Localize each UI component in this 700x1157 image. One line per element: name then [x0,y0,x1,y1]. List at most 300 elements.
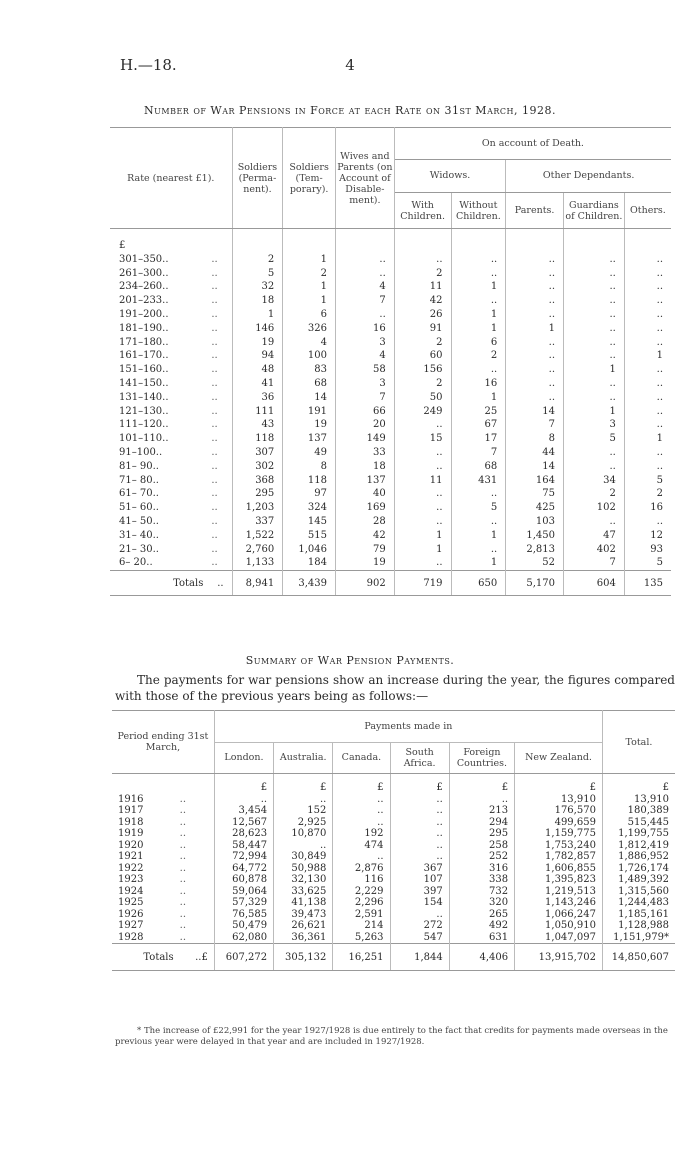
parents-cell: 8 [506,432,564,446]
pension-rate-row [110,363,671,377]
foreign-countries-cell: 338 [449,874,514,886]
new-zealand-cell: 1,606,855 [515,863,603,875]
leader-dots: .. [180,897,215,909]
soldiers-permanent-cell: 32 [232,280,283,294]
total-soldiers-temporary: 3,439 [283,571,336,596]
total-cell: 1,151,979* [613,931,669,943]
with-children-cell: 60 [394,349,451,363]
leader-dots: .. [180,932,215,944]
wives-parents-cell: 3 [335,377,394,391]
parents-cell: 1,450 [506,529,564,543]
rate-cell: 131–140.. [119,391,169,403]
new-zealand-cell: 1,047,097 [515,932,603,944]
total-cell: 1,185,161 [618,908,669,920]
guardians-cell: .. [564,460,625,474]
others-cell: 5 [656,474,663,486]
australia-cell: .. [274,794,333,806]
others-cell: 1 [656,350,663,362]
parents-cell: 14 [506,460,564,474]
soldiers-temporary-cell: 8 [283,460,336,474]
london-cell: 3,454 [214,805,273,817]
south-africa-cell: .. [390,840,449,852]
soldiers-temporary-cell: 19 [283,418,336,432]
soldiers-permanent-cell: 307 [232,446,283,460]
header-south-africa: South Africa. [390,742,449,774]
others-cell: .. [656,322,663,334]
australia-cell: 41,138 [274,897,333,909]
wives-parents-cell: 19 [335,556,394,570]
rate-cell: 141–150.. [119,377,169,389]
australia-cell: 30,849 [274,851,333,863]
payment-year-row [112,874,675,886]
leader-dots: .. [180,828,215,840]
parents-cell: .. [506,294,564,308]
payment-year-row [112,863,675,875]
total-parents: 5,170 [506,571,564,596]
header-new-zealand: New Zealand. [515,742,603,774]
others-cell: .. [656,460,663,472]
guardians-cell: 5 [564,432,625,446]
others-cell: .. [656,336,663,348]
with-children-cell: .. [394,556,451,570]
payments-totals-row [112,944,675,971]
unit-label: £ [662,782,669,793]
canada-cell: .. [333,817,390,829]
pension-rate-row [110,391,671,405]
pension-rate-row [110,267,671,281]
london-cell: 76,585 [214,909,273,921]
header-canada: Canada. [333,742,390,774]
australia-cell: 152 [274,805,333,817]
soldiers-permanent-cell: 18 [232,294,283,308]
soldiers-permanent-cell: 302 [232,460,283,474]
total-with-children: 719 [394,571,451,596]
header-with-children: With Children. [394,193,451,229]
south-africa-cell: .. [390,851,449,863]
header-widows: Widows. [394,159,505,193]
with-children-cell: 2 [394,377,451,391]
without-children-cell: 25 [451,405,506,419]
without-children-cell: 1 [451,322,506,336]
others-cell: .. [656,419,663,431]
canada-cell: 5,263 [333,932,390,944]
with-children-cell: 1 [394,543,451,557]
wives-parents-cell: 18 [335,460,394,474]
header-soldiers-temporary: Soldiers (Tem-porary). [283,128,336,229]
wives-parents-cell: 3 [335,336,394,350]
leader-dots: .. [180,886,215,898]
with-children-cell: 50 [394,391,451,405]
payment-year-row [112,840,675,852]
soldiers-temporary-cell: 1 [283,294,336,308]
rate-cell: 121–130.. [119,405,169,417]
without-children-cell: .. [451,294,506,308]
soldiers-temporary-cell: 49 [283,446,336,460]
year-cell: 1919 [118,828,144,839]
pension-rate-row [110,432,671,446]
parents-cell: .. [506,280,564,294]
guardians-cell: 7 [564,556,625,570]
soldiers-permanent-cell: 146 [232,322,283,336]
london-cell: 28,623 [214,828,273,840]
leader-dots: .. [180,909,215,921]
australia-cell: 26,621 [274,920,333,932]
total-cell: 1,199,755 [618,828,669,839]
header-soldiers-permanent: Soldiers (Perma-nent). [232,128,283,229]
london-cell: 62,080 [214,932,273,944]
australia-cell: 10,870 [274,828,333,840]
soldiers-permanent-cell: 43 [232,418,283,432]
new-zealand-cell: 1,753,240 [515,840,603,852]
without-children-cell: 16 [451,377,506,391]
total-cell: 1,128,988 [618,920,669,931]
without-children-cell: 1 [451,280,506,294]
others-cell: 2 [656,488,663,500]
leader-dots: .. [211,322,232,336]
australia-cell: 50,988 [274,863,333,875]
australia-cell: 2,925 [274,817,333,829]
total-south-africa: 1,844 [390,944,449,971]
payment-year-row [112,897,675,909]
pension-rate-row [110,253,671,267]
parents-cell: 103 [506,515,564,529]
rate-cell: 91–100.. [119,446,163,458]
others-cell: 93 [650,543,663,555]
parents-cell: 164 [506,474,564,488]
without-children-cell: 6 [451,336,506,350]
payment-year-row [112,805,675,817]
rate-cell: 111–120.. [119,419,169,431]
parents-cell: 2,813 [506,543,564,557]
payments-summary-title: Summary of War Pension Payments. [245,654,455,667]
header-total: Total. [602,711,675,774]
leader-dots: .. [180,840,215,852]
wives-parents-cell: 58 [335,363,394,377]
with-children-cell: 249 [394,405,451,419]
without-children-cell: 1 [451,529,506,543]
leader-dots: .. [180,920,215,932]
wives-parents-cell: .. [335,267,394,281]
wives-parents-cell: 7 [335,391,394,405]
parents-cell: 7 [506,418,564,432]
payment-year-row [112,932,675,944]
unit-row [110,229,671,253]
page-header [0,56,700,78]
pension-rate-row [110,487,671,501]
parents-cell: .. [506,377,564,391]
rate-cell: 41– 50.. [119,515,159,527]
canada-cell: 2,591 [333,909,390,921]
new-zealand-cell: 1,219,513 [515,886,603,898]
foreign-countries-cell: 213 [449,805,514,817]
total-cell: 1,244,483 [618,897,669,908]
header-period: Period ending 31st March, [112,711,214,774]
others-cell: .. [656,405,663,417]
canada-cell: 2,229 [333,886,390,898]
parents-cell: 75 [506,487,564,501]
pension-rate-row [110,418,671,432]
rate-cell: 61– 70.. [119,488,159,500]
rate-cell: 6– 20.. [119,557,153,569]
wives-parents-cell: 66 [335,405,394,419]
guardians-cell: 1 [564,363,625,377]
australia-cell: 36,361 [274,932,333,944]
with-children-cell: 1 [394,529,451,543]
parents-cell: .. [506,267,564,281]
pensions-totals-row [110,571,671,596]
year-cell: 1922 [118,862,144,874]
year-cell: 1921 [118,851,144,862]
guardians-cell: 402 [564,543,625,557]
parents-cell: .. [506,349,564,363]
payment-year-row [112,851,675,863]
soldiers-permanent-cell: 48 [232,363,283,377]
year-cell: 1918 [118,816,144,828]
guardians-cell: 47 [564,529,625,543]
soldiers-temporary-cell: 326 [283,322,336,336]
pension-payments-table [112,710,675,971]
new-zealand-cell: 176,570 [515,805,603,817]
foreign-countries-cell: 631 [449,932,514,944]
london-cell: 72,994 [214,851,273,863]
canada-cell: .. [333,851,390,863]
foreign-countries-cell: 294 [449,817,514,829]
canada-cell: 474 [333,840,390,852]
others-cell: .. [656,308,663,320]
rate-cell: 234–260.. [119,281,169,293]
canada-cell: 2,296 [333,897,390,909]
canada-cell: 2,876 [333,863,390,875]
total-cell: 1,812,419 [618,839,669,851]
new-zealand-cell: 499,659 [515,817,603,829]
guardians-cell: .. [564,280,625,294]
leader-dots: .. [211,336,232,350]
others-cell: 5 [656,557,663,569]
header-australia: Australia. [274,742,333,774]
header-on-account-of-death: On account of Death. [394,128,671,160]
total-cell: 515,445 [627,816,669,828]
total-london: 607,272 [214,944,273,971]
unit-label: £ [119,240,126,251]
without-children-cell: .. [451,487,506,501]
without-children-cell: 431 [451,474,506,488]
new-zealand-cell: 1,066,247 [515,909,603,921]
others-cell: .. [656,281,663,293]
others-cell: .. [656,253,663,265]
year-cell: 1920 [118,839,144,851]
soldiers-temporary-cell: 191 [283,405,336,419]
london-cell: .. [214,794,273,806]
soldiers-permanent-cell: 36 [232,391,283,405]
year-cell: 1928 [118,931,144,943]
soldiers-temporary-cell: 100 [283,349,336,363]
canada-cell: .. [333,794,390,806]
total-canada: 16,251 [333,944,390,971]
guardians-cell: .. [564,349,625,363]
guardians-cell: .. [564,294,625,308]
soldiers-temporary-cell: 14 [283,391,336,405]
london-cell: 58,447 [214,840,273,852]
guardians-cell: .. [564,322,625,336]
with-children-cell: 15 [394,432,451,446]
pensions-table-body [110,229,671,571]
rate-cell: 181–190.. [119,322,169,334]
london-cell: 12,567 [214,817,273,829]
without-children-cell: 7 [451,446,506,460]
soldiers-permanent-cell: 295 [232,487,283,501]
page-number: 4 [345,56,355,74]
leader-dots: .. [211,529,232,543]
soldiers-permanent-cell: 2 [232,253,283,267]
with-children-cell: .. [394,253,451,267]
guardians-cell: .. [564,446,625,460]
payments-footnote: * The increase of £22,991 for the year 1927/1928 is due entirely to the fact that credits for payments made overseas in the previous year were delayed in that year and are included in 1927/1928. [115,1026,668,1047]
year-cell: 1925 [118,897,144,908]
unit-row [112,774,675,794]
pension-rate-row [110,446,671,460]
total-cell: 1,489,392 [618,874,669,885]
foreign-countries-cell: 295 [449,828,514,840]
guardians-cell: .. [564,267,625,281]
foreign-countries-cell: 316 [449,863,514,875]
wives-parents-cell: .. [335,253,394,267]
soldiers-permanent-cell: 1,133 [232,556,283,570]
canada-cell: 192 [333,828,390,840]
wives-parents-cell: 33 [335,446,394,460]
pension-rate-row [110,377,671,391]
leader-dots: .. [211,432,232,446]
war-pensions-table [110,127,671,596]
wives-parents-cell: 16 [335,322,394,336]
without-children-cell: 5 [451,501,506,515]
without-children-cell: .. [451,267,506,281]
with-children-cell: 156 [394,363,451,377]
guardians-cell: 34 [564,474,625,488]
leader-dots: .. [180,863,215,875]
payments-table-body [112,774,675,944]
wives-parents-cell: 4 [335,349,394,363]
rate-cell: 71– 80.. [119,474,159,486]
south-africa-cell: 547 [390,932,449,944]
rate-cell: 301–350.. [119,253,169,265]
leader-dots: .. [211,515,232,529]
header-other-dependants: Other Dependants. [506,159,671,193]
pension-rate-row [110,322,671,336]
canada-cell: 214 [333,920,390,932]
soldiers-permanent-cell: 2,760 [232,543,283,557]
total-grand: 14,850,607 [602,944,675,971]
leader-dots: .. [211,280,232,294]
leader-dots: .. [211,349,232,363]
soldiers-permanent-cell: 337 [232,515,283,529]
pension-rate-row [110,556,671,570]
without-children-cell: 67 [451,418,506,432]
leader-dots: .. [211,294,232,308]
payment-year-row [112,909,675,921]
leader-dots: .. [211,405,232,419]
leader-dots: .. [211,487,232,501]
new-zealand-cell: 13,910 [515,794,603,806]
without-children-cell: 1 [451,308,506,322]
with-children-cell: .. [394,418,451,432]
totals-label: Totals [110,571,211,596]
rate-cell: 51– 60.. [119,502,159,514]
year-cell: 1917 [118,805,144,816]
leader-dots: .. [211,501,232,515]
parents-cell: 44 [506,446,564,460]
others-cell: 1 [656,433,663,445]
rate-cell: 151–160.. [119,364,169,376]
soldiers-temporary-cell: 184 [283,556,336,570]
leader-dots: .. [180,794,215,806]
soldiers-permanent-cell: 5 [232,267,283,281]
unit-label: £ [214,774,273,794]
unit-label: £ [333,774,390,794]
total-cell: 1,726,174 [618,862,669,874]
wives-parents-cell: 20 [335,418,394,432]
total-cell: 13,910 [634,793,669,805]
soldiers-permanent-cell: 1,203 [232,501,283,515]
rate-cell: 101–110.. [119,433,169,445]
header-parents: Parents. [506,193,564,229]
wives-parents-cell: 137 [335,474,394,488]
total-guardians: 604 [564,571,625,596]
wives-parents-cell: 149 [335,432,394,446]
australia-cell: 33,625 [274,886,333,898]
parents-cell: 425 [506,501,564,515]
year-cell: 1923 [118,874,144,885]
others-cell: .. [656,515,663,527]
totals-dots: .. [211,571,232,596]
total-new-zealand: 13,915,702 [515,944,603,971]
leader-dots: .. [211,556,232,570]
pension-rate-row [110,515,671,529]
foreign-countries-cell: 320 [449,897,514,909]
document-reference: H.—18. [120,56,177,74]
australia-cell: 32,130 [274,874,333,886]
rate-cell: 81– 90.. [119,460,159,472]
parents-cell: .. [506,391,564,405]
south-africa-cell: .. [390,805,449,817]
header-foreign-countries: Foreign Countries. [449,742,514,774]
london-cell: 60,878 [214,874,273,886]
without-children-cell: 1 [451,556,506,570]
without-children-cell: 1 [451,391,506,405]
pension-rate-row [110,349,671,363]
leader-dots: .. [211,377,232,391]
new-zealand-cell: 1,159,775 [515,828,603,840]
wives-parents-cell: 4 [335,280,394,294]
soldiers-permanent-cell: 19 [232,336,283,350]
total-cell: 1,315,560 [618,885,669,897]
wives-parents-cell: 40 [335,487,394,501]
with-children-cell: .. [394,501,451,515]
without-children-cell: 2 [451,349,506,363]
totals-dots: ..£ [180,944,215,971]
without-children-cell: .. [451,515,506,529]
others-cell: .. [656,446,663,458]
guardians-cell: .. [564,253,625,267]
london-cell: 57,329 [214,897,273,909]
with-children-cell: .. [394,515,451,529]
parents-cell: 52 [506,556,564,570]
others-cell: .. [656,295,663,307]
year-cell: 1916 [118,793,144,805]
soldiers-permanent-cell: 111 [232,405,283,419]
foreign-countries-cell: 265 [449,909,514,921]
rate-cell: 261–300.. [119,267,169,279]
with-children-cell: 11 [394,280,451,294]
